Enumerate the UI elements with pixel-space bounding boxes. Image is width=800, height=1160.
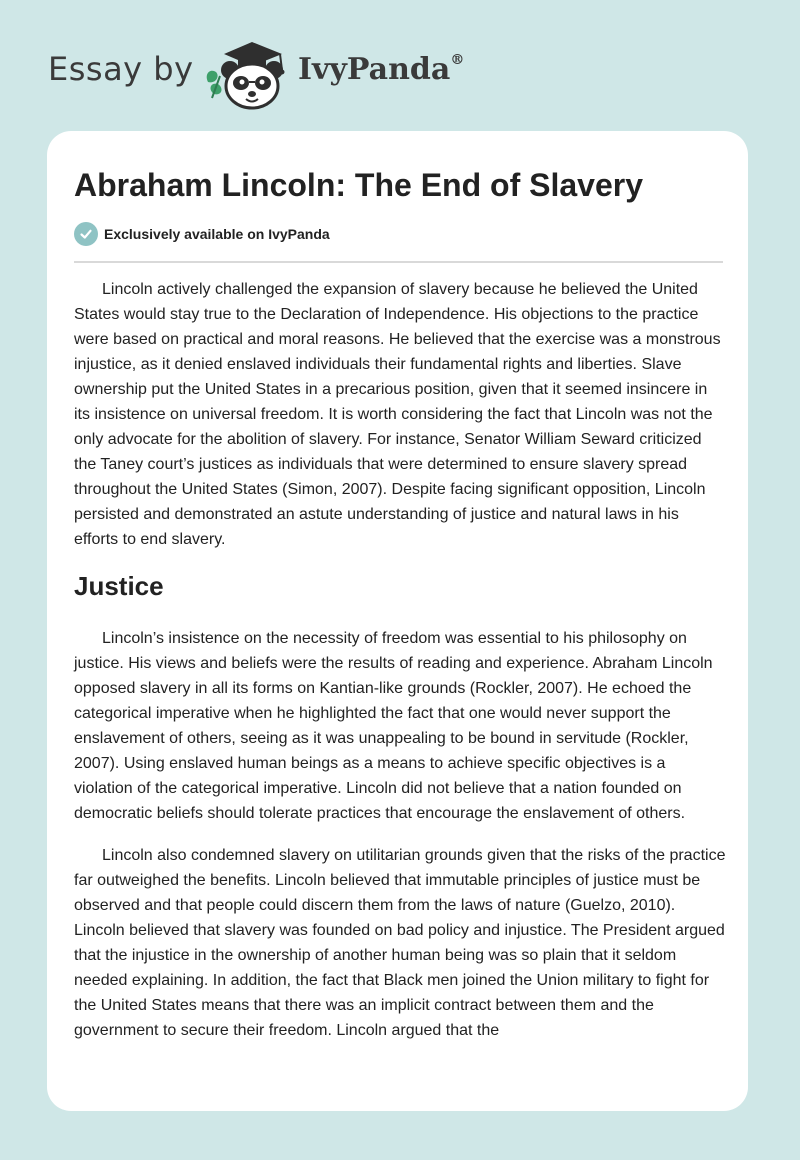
section-heading: Justice [74, 571, 164, 601]
exclusive-badge [74, 221, 330, 247]
essay-by-label: Essay by [48, 50, 194, 88]
essay-card [47, 131, 748, 1111]
brand-text: IvyPanda [298, 52, 451, 87]
check-circle-icon [74, 222, 98, 246]
body-paragraph: Lincoln actively challenged the expansion of slavery because he believed the United States would stay true to the Declaration of Independence. His objections to the practice were based on practical and moral reasons. He believed that the exercise was a monstrous injustice, as it denied enslaved individuals their fundamental rights and liberties. Slave ownership put the United States in a precarious position, given that it seemed insincere in its insistence on universal freedom. It is worth considering the fact that Lincoln was not the only advocate for the abolition of slavery. For instance, Senator William Seward criticized the Taney court’s justices as individuals that were determined to ensure slavery spread throughout the United States (Simon, 2007). Despite facing significant opposition, Lincoln persisted and demonstrated an astute understanding of justice and natural laws in his efforts to end slavery. [74, 281, 721, 548]
registered-mark: ® [450, 52, 465, 68]
body-paragraph: Lincoln’s insistence on the necessity of freedom was essential to his philosophy on justice. His views and beliefs were the results of reading and experience. Abraham Lincoln opposed slavery in all its forms on Kantian-like grounds (Rockler, 2007). He echoed the categorical imperative when he highlighted the fact that one would never support the enslavement of others, seeing as it was unappealing to be bound in servitude (Rockler, 2007). Using enslaved human beings as a means to achieve specific objectives is a violation of the categorical imperative. Lincoln did not believe that a nation founded on democratic beliefs should tolerate practices that encourage the enslavement of others. [74, 630, 713, 822]
essay-title: Abraham Lincoln: The End of Slavery [74, 167, 643, 203]
essay-body [74, 277, 726, 1060]
divider [74, 261, 723, 263]
brand-name[interactable] [298, 52, 464, 87]
body-paragraph: Lincoln also condemned slavery on utilitarian grounds given that the risks of the practice far outweighed the benefits. Lincoln believed that immutable principles of justice must be observed and that people could discern them from the laws of nature (Guelzo, 2010). Lincoln believed that slavery was founded on bad policy and injustice. The President argued that the injustice in the ownership of another human being was so plain that it seldom needed explaining. In addition, the fact that Black men joined the Union military to fight for the United States means that there was an implicit contract between them and the government to secure their freedom. Lincoln argued that the [74, 847, 726, 1039]
exclusive-label: Exclusively available on IvyPanda [104, 226, 330, 242]
panda-logo-icon[interactable] [202, 36, 294, 110]
site-header [0, 0, 800, 128]
